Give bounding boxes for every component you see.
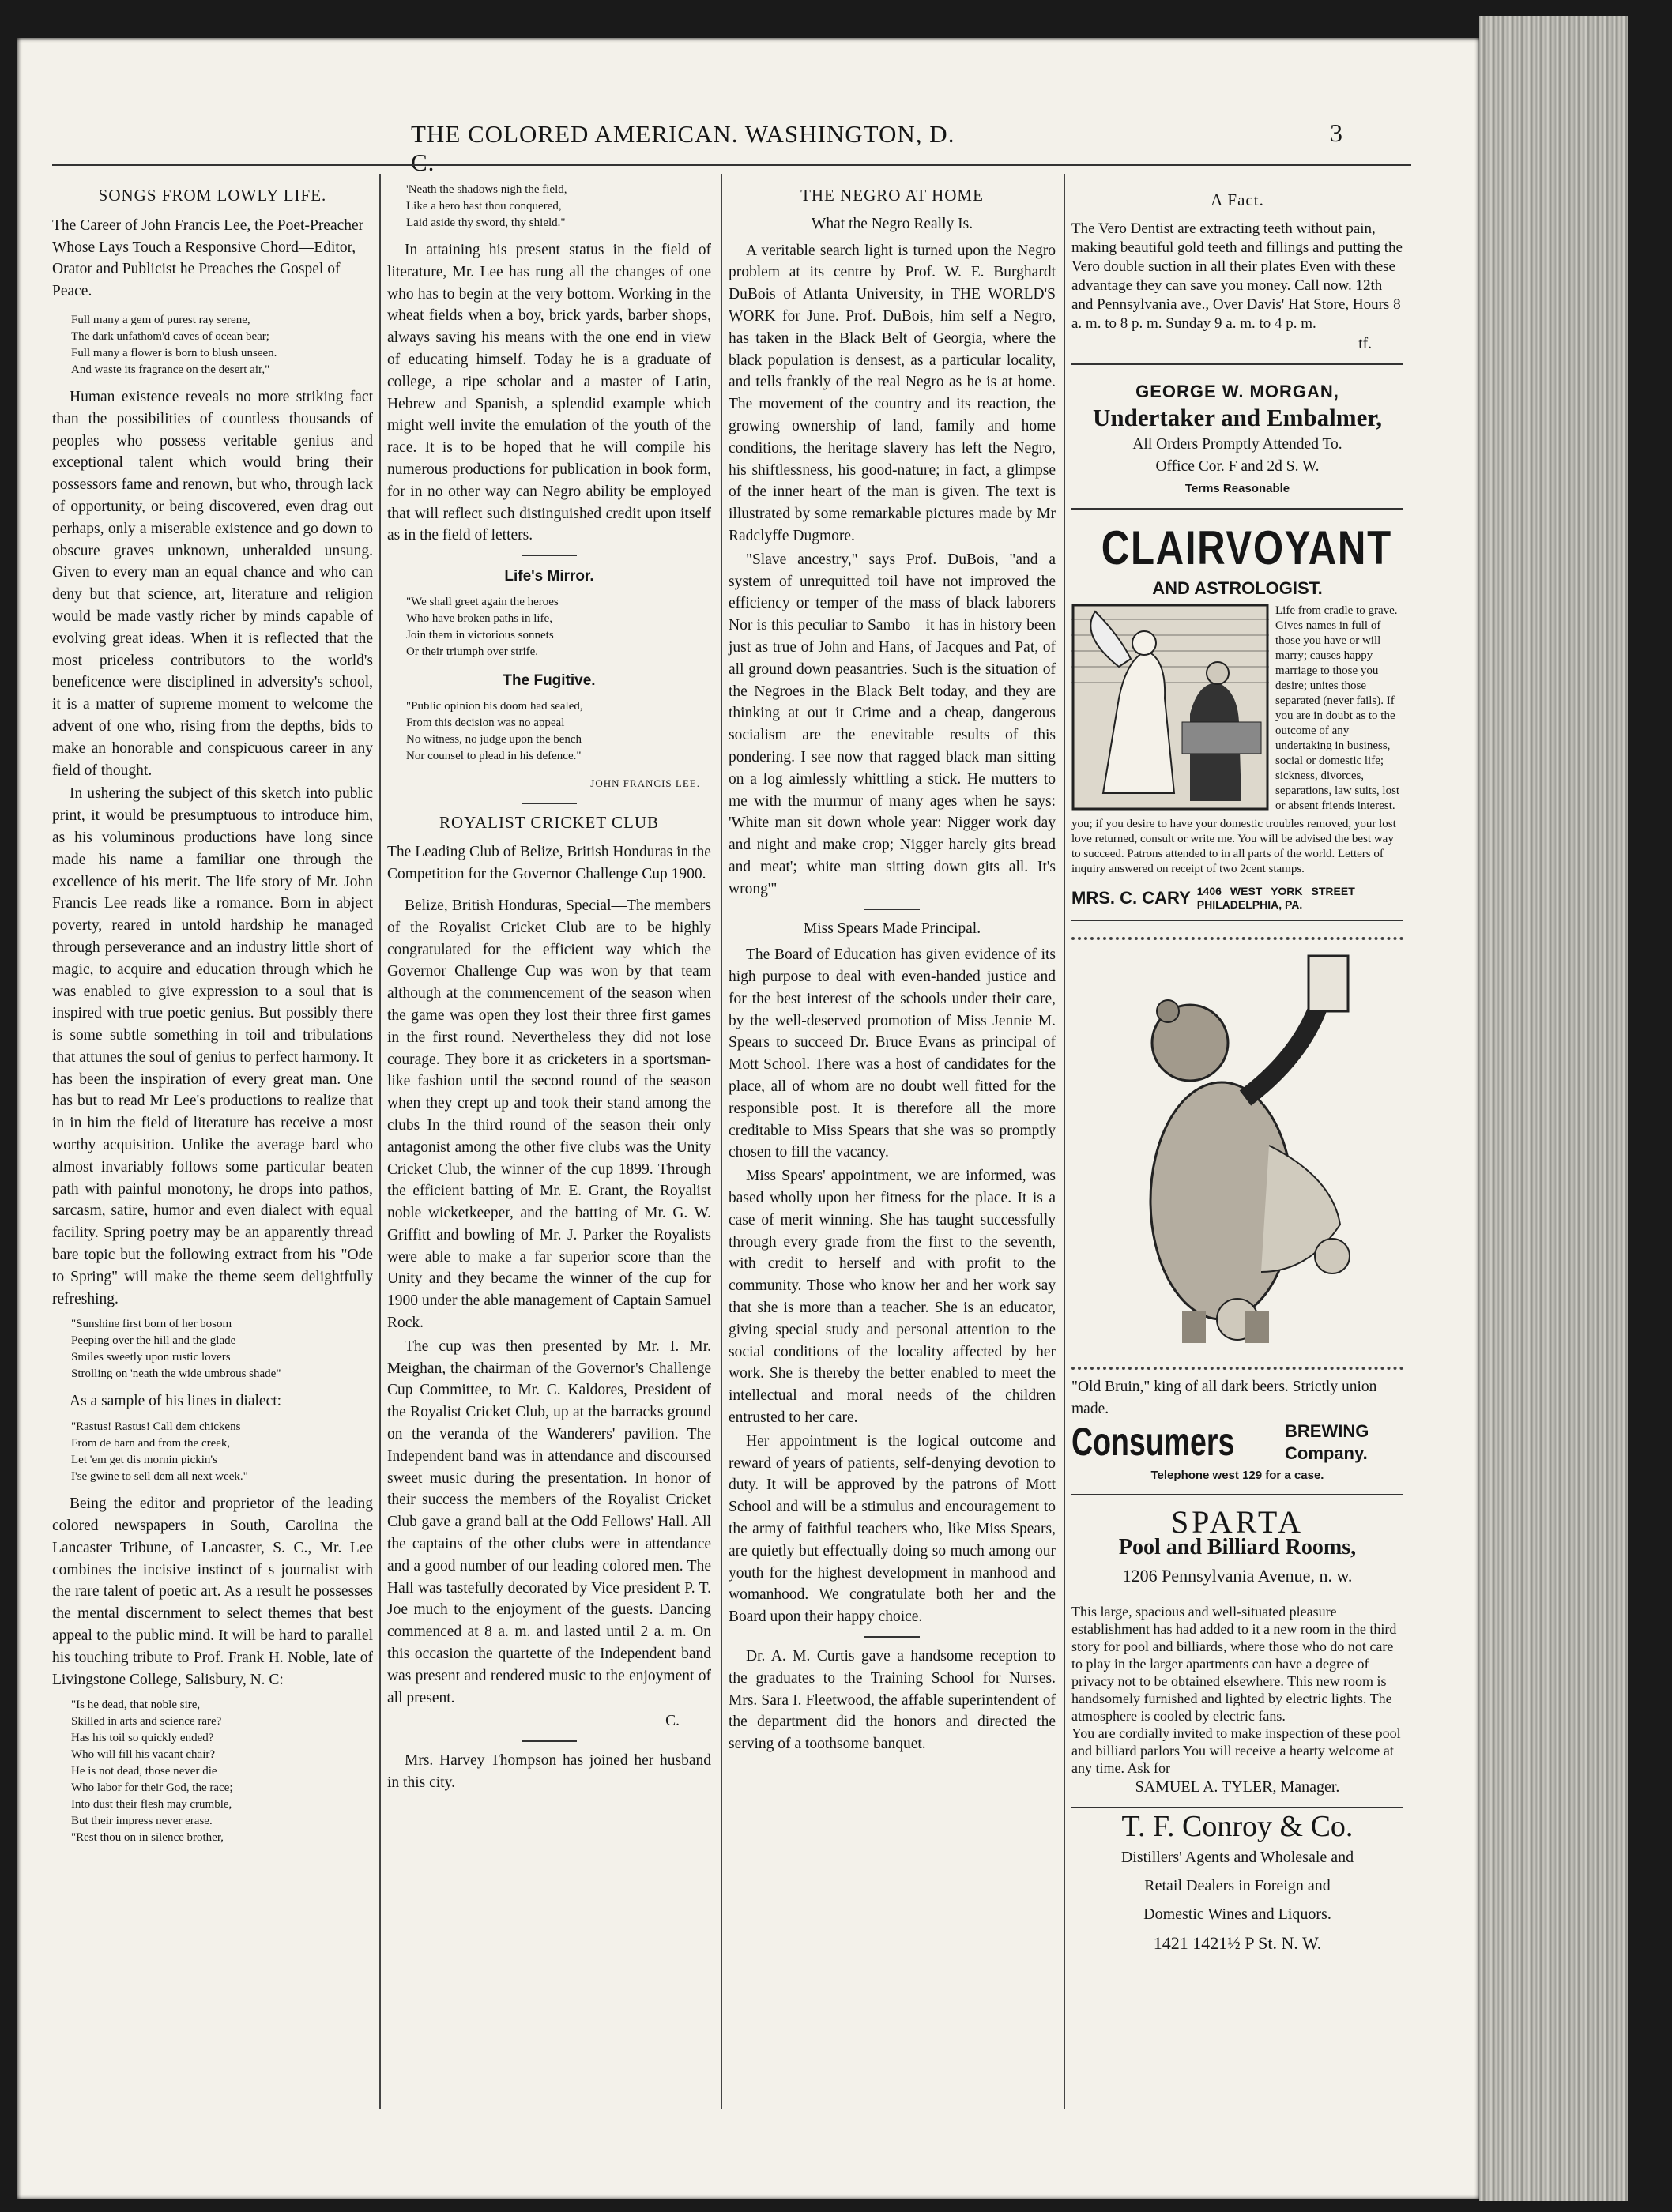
ad-line: Terms Reasonable: [1184, 481, 1290, 495]
paragraph: Belize, British Honduras, Special—The members of the Royalist Cricket Club are to be highly congratulated for the efficient way which the Governor Challenge Cup was won by that team although at the commencement of the season when the game was open they lost their three first games in the first round. Nevertheless they did not lose courage. They bore it as cricketers in a sportsman-like fashion until the second round of the season when they crept up and took their stand among the clubs In the third round of the season their only antagonist among the other five clubs was the Unity Cricket Club, the winner of the cup 1899. Through the efficient batting of Mr. E. Grant, the Royalist noble wicketkeeper, and the batting of Mr. G. W. Griffitt and bowling of Mr. J. Parker the Royalists were able to make a far superior score than the Unity and they became the winner of the cup for 1900 under the able management of Captain Samuel Rock.: [387, 897, 711, 1332]
ad-body: you; if you desire to have your domestic troubles removed, your lost love returned, consult or write me. You will be advised the best way to succeed. Patrons attended to in all parts of the world. Letters of inquiry answered on receipt of two 2cent stamps.: [1071, 818, 1396, 876]
verse-quote: "Rastus! Rastus! Call dem chickens From de barn and from the creek, Let 'em get dis mornin pickin's I'se gwine to sell dem all next week.": [71, 1420, 248, 1484]
ad-title: CLAIRVOYANT: [1101, 521, 1392, 574]
paragraph: Dr. A. M. Curtis gave a handsome reception to the graduates to the Training School for Nurses. Mrs. Sara I. Fleetwood, the affable superintendent of the department did the honors and directed the serving of a toothsome banquet.: [729, 1648, 1056, 1753]
clairvoyant-ad: [1071, 514, 1403, 922]
paragraph: The Board of Education has given evidence of its high purpose to deal with even-handed justice and for the best interest of the schools under their care, by the well-deserved promotion of Miss Jennie M. Spears to succeed Dr. Bruce Evans as principal of Mott School. There was a host of candidates for the place, all of whom are no doubt well fitted for the responsible post. It is therefore all the more creditable to Miss Spears that she was so promptly chosen to fill the vacancy.: [729, 946, 1056, 1161]
article-deck: The Career of John Francis Lee, the Poet-Preacher Whose Lays Touch a Responsive Chord—Editor, Orator and Publicist he Preaches the Gospel of Peace.: [52, 216, 364, 300]
ad-line: All Orders Promptly Attended To.: [1132, 436, 1342, 453]
article-heading: THE NEGRO AT HOME: [800, 186, 984, 205]
masthead-title: THE COLORED AMERICAN. WASHINGTON, D. C.: [411, 120, 955, 176]
paragraph: The cup was then presented by Mr. I. Mr. Meighan, the chairman of the Governor's Challenge Cup Committee, to Mr. C. Kaldores, President of the Royalist Cricket Club, up at the barracks ground on the veranda of the Wanderers' pavilion. The Independent band was in attendance and discoursed sweet music during the presentation. In honor of their success the members of the Royalist Cricket Club gave a grand ball at the Odd Fellows' Hall. All the captains of the other clubs were in attendance and a good number of our leading colored men. The Hall was tastefully decorated by Vice president P. T. Joe much to the enjoyment of the guests. Dancing commenced at 8 a. m. and lasted until 2 a. m. On this occasion the quartette of the Independent band was present and rendered music to the enjoyment of all present.: [387, 1337, 711, 1706]
billiard-ad: [1071, 1500, 1403, 1808]
ad-brand-sub: BREWING Company.: [1285, 1420, 1369, 1463]
article-signature: C.: [665, 1713, 680, 1730]
header-rule: [52, 164, 1411, 166]
paragraph: In ushering the subject of this sketch into public print, it would be presumptuous to introduce him, as his voluminous productions have long since made his name a familiar one through the excellence of his merit. The life story of Mr. John Francis Lee reads like a romance. Born in abject poverty, reared in untold hardship he managed through perseverance and an industry little short of magic, to acquire and education through which he was enabled to give expression to a soul that is inspired with true poetic genius. But possibly there is some subtle something in toil and tribulations that attunes the soul of genius to perfect harmony. It has been the inspiration of every great man. One has but to read Mr Lee's productions to realize that in in him the field of literature has receive a most worthy acquisition. Unlike the average bard who almost invariably follows some particular beaten path with painful monotony, he drops into pathos, sarcasm, satire, humor and even dialect with equal facility. Spring poetry may be an apparently thread bare topic but the following extract from his "Ode to Spring" will make the theme seem delightfully refreshing.: [52, 785, 373, 1307]
ad-line: Office Cor. F and 2d S. W.: [1155, 457, 1320, 475]
poem-title: Life's Mirror.: [504, 568, 594, 585]
ad-line: Retail Dealers in Foreign and: [1144, 1877, 1331, 1895]
ad-code: tf.: [1358, 335, 1372, 352]
separator: [864, 1636, 920, 1638]
ad-line: Distillers' Agents and Wholesale and: [1120, 1849, 1354, 1867]
column-3: [729, 180, 1056, 1757]
paragraph: As a sample of his lines in dialect:: [70, 1393, 282, 1410]
paragraph: Being the editor and proprietor of the leading colored newspapers in South, Carolina the Lancaster Tribune, of Lancaster, S. C., Mr. Lee combines the incisive instinct of s journalist with the rare talent of poetic art. As a result he possesses the mental discernment to select themes that best appeal to the public mind. It will be hard to parallel his touching tribute to Prof. Frank H. Noble, late of Livingstone College, Salisbury, N. C:: [52, 1495, 373, 1688]
paragraph: Human existence reveals no more striking fact than the possibilities of countless thousands of peoples who possess veritable genius and exceptional talent which would bring their possessors fame and renown, but who, through lack of opportunity, or being discovered, even drag out perhaps, only a miserable existence and go down to obscure graves unknown, unheralded unsung. Given to every man an equal chance and who can deny but that science, art, literature and religion would be made vastly richer by minds capable of evolving great ideas. When it is reflected that the most priceless contributors to the world's beneficence were disciplined in adversity's school, it is a matter of supreme moment to welcome the advent of one who, rising from the depths, bids to make an honorable and conspicuous career in any field of thought.: [52, 388, 373, 779]
separator: [522, 1740, 577, 1742]
separator: [522, 803, 577, 804]
article-subheading: Miss Spears Made Principal.: [803, 920, 981, 937]
angel-illustration-icon: [1071, 604, 1269, 811]
paragraph: Her appointment is the logical outcome and reward of years of patients, self-denying devotion to duty. It will be approved by the patrons of Mott School and will be a stimulus and encouragement to the army of faithful teachers who, like Miss Spears, are quietly but effectually doing so much among our youth for the highest development in manhood and womanhood. We congratulate both her and the Board upon their happy choice.: [729, 1432, 1056, 1626]
article-deck: The Leading Club of Belize, British Honduras in the Competition for the Governor Challenge Cup 1900.: [387, 844, 711, 883]
ad-name: GEORGE W. MORGAN,: [1135, 381, 1339, 401]
ad-body: The Vero Dentist are extracting teeth without pain, making beautiful gold teeth and fillings and putting the Vero double suction in all their plates Even with these advantage they can save you money. Call now. 12th and Pennsylvania ave., Over Davis' Hat Store, Hours 8 a. m. to 8 p. m. Sunday 9 a. m. to 4 p. m.: [1071, 220, 1403, 332]
column-divider: [721, 174, 722, 2109]
ad-line: Domestic Wines and Liquors.: [1143, 1905, 1331, 1924]
dentist-ad: [1071, 180, 1403, 365]
column-4-advertisements: [1071, 180, 1403, 1959]
article-heading: ROYALIST CRICKET CLUB: [439, 812, 660, 832]
verse-quote: Full many a gem of purest ray serene, The dark unfathom'd caves of ocean bear; Full many a flower is born to blush unseen. And waste its fragrance on the desert air,": [71, 313, 277, 376]
paragraph: Mrs. Harvey Thompson has joined her husband in this city.: [387, 1752, 711, 1792]
book-binding-edge: [1479, 16, 1628, 2201]
ad-manager: SAMUEL A. TYLER, Manager.: [1135, 1778, 1340, 1796]
ad-name: MRS. C. CARY: [1071, 888, 1191, 908]
ad-title: SPARTA: [1170, 1504, 1305, 1540]
ad-subtitle: AND ASTROLOGIST.: [1152, 577, 1323, 598]
ad-body: This large, spacious and well-situated pleasure establishment has had added to it a new room in the third story for pool and billiards, where those who do not care to play in the larger apartments can have a degree of privacy not to be obtained elsewhere. This new room is handsomely furnished and lighted by electric lights. The atmosphere is cooled by electric fans.: [1071, 1603, 1397, 1724]
page-number: 3: [1330, 118, 1342, 147]
separator: [522, 555, 577, 556]
ad-title: Undertaker and Embalmer,: [1093, 404, 1382, 432]
ad-address: 1406 WEST YORK STREET PHILADELPHIA, PA.: [1196, 885, 1355, 912]
verse-quote: 'Neath the shadows nigh the field, Like a hero hast thou conquered, Laid aside thy sword, thy shield.": [406, 183, 567, 229]
ad-side-text: Life from cradle to grave. Gives names in full of those you have or will marry; causes happy marriage to those you desire; unites those separated (never fails). If you are in doubt as to the outcome of any undertaking in business, social or domestic life; sickness, divorces, separations, law suits, lost or absent friends interest.: [1275, 604, 1400, 813]
ad-brand: Consumers: [1071, 1419, 1235, 1464]
separator: [864, 908, 920, 910]
poem-attribution: JOHN FRANCIS LEE.: [590, 777, 700, 789]
bear-with-mug-icon: [1071, 940, 1403, 1359]
paragraph: A veritable search light is turned upon the Negro problem at its centre by Prof. W. E. Burghardt DuBois of Atlanta University, in THE WORLD'S WORK for June. Prof. DuBois, him self a Negro, has taken in the Black Belt of Georgia, where the black population is densest, as a particular locality, and tells frankly of the real Negro as he is at home. The movement of the country and its reaction, the growing ownership of land, family and home conditions, the heritage slavery has left the Negro, his shiftlessness, his good-nature; in fact, a glimpse of the inner heart of the man is given. The text is illustrated by some remarkable pictures made by Mr Radclyffe Dugmore.: [729, 242, 1056, 544]
verse-quote: "Public opinion his doom had sealed, From this decision was no appeal No witness, no judge upon the bench Nor counsel to plead in his defence.": [406, 699, 583, 762]
article-subheading: What the Negro Really Is.: [811, 215, 973, 232]
liquor-ad: [1071, 1809, 1403, 1958]
bear-illustration: [1071, 937, 1403, 1370]
undertaker-ad: [1071, 370, 1403, 510]
brewing-ad: [1071, 926, 1403, 1495]
ad-body: "Old Bruin," king of all dark beers. Strictly union made.: [1071, 1379, 1377, 1418]
ad-title: A Fact.: [1211, 190, 1264, 209]
verse-quote: "Is he dead, that noble sire, Skilled in arts and science rare? Has his toil so quickly ended? Who will fill his vacant chair? He is not dead, those never die Who labor for their God, the race; Into dust their flesh may crumble, But their impress never erase. "Rest thou on in silence brother,: [71, 1698, 233, 1845]
column-2: [387, 180, 711, 1796]
column-divider: [1064, 174, 1065, 2109]
ad-body: You are cordially invited to make inspection of these pool and billiard parlors You will receive a hearty welcome at any time. Ask for: [1071, 1725, 1401, 1776]
column-1: [52, 180, 373, 1854]
ad-address: 1421 1421½ P St. N. W.: [1153, 1933, 1322, 1954]
verse-quote: "Sunshine first born of her bosom Peeping over the hill and the glade Smiles sweetly upon rustic lovers Strolling on 'neath the wide umbrous shade": [71, 1318, 281, 1381]
paragraph: "Slave ancestry," says Prof. DuBois, "and a system of unrequitted toil have not improved the efficiency or temper of the mass of black laborers Nor is this peculiar to Sambo—it has in history been just as true of John and Hans, of Jacques and Pat, of all ground down peasantries. Such is the situation of the Negroes in the Black Belt today, and they are thinking at out it Crime and a cheap, dangerous socialism are the enevitable results of this pondering. I see now that ragged black man sitting on a log aimlessly whittling a stick. He mutters to me with the murmur of many ages when he says: 'White man sit down whole year: Nigger work day and night and make crop; Nigger harcly gits bread and meat'; white man sitting down gits all. It's wrong'": [729, 551, 1056, 897]
paragraph: In attaining his present status in the field of literature, Mr. Lee has rung all the changes of one who has to begin at the very bottom. Working in the wheat fields when a boy, brick yards, barber shops, always saving his means with the one end in view of educating himself. Today he is a graduate of college, a ripe scholar and a master of Latin, Hebrew and Spanish, a splendid example which might well invite the emulation of the youth of the race. It is to be hoped that he will compile his numerous productions for publication in book form, for in no other way can Negro ability be employed that will reflect such distinguished credit upon itself as in the field of letters.: [387, 242, 711, 544]
ad-name: T. F. Conroy & Co.: [1121, 1809, 1354, 1843]
article-heading: SONGS FROM LOWLY LIFE.: [98, 186, 327, 205]
poem-title: The Fugitive.: [503, 672, 596, 689]
verse-quote: "We shall greet again the heroes Who have broken paths in life, Join them in victorious sonnets Or their triumph over strife.: [406, 595, 559, 658]
column-divider: [379, 174, 381, 2109]
paragraph: Miss Spears' appointment, we are informed, was based wholly upon her fitness for the place. It is a case of merit winning. She has taught successfully through every grade from the first to the seventh, with credit to herself and with profit to the community. Those who know her and her work say that she is more than a teacher. She is an educator, giving special study and personal attention to the social conditions of the locality affected by her work. She is thereby the better enabled to meet the intellectual and moral needs of the children entrusted to her care.: [729, 1168, 1056, 1427]
ad-phone: Telephone west 129 for a case.: [1150, 1468, 1324, 1482]
ad-subtitle: Pool and Billiard Rooms,: [1118, 1535, 1357, 1560]
ad-address: 1206 Pennsylvania Avenue, n. w.: [1122, 1565, 1353, 1586]
